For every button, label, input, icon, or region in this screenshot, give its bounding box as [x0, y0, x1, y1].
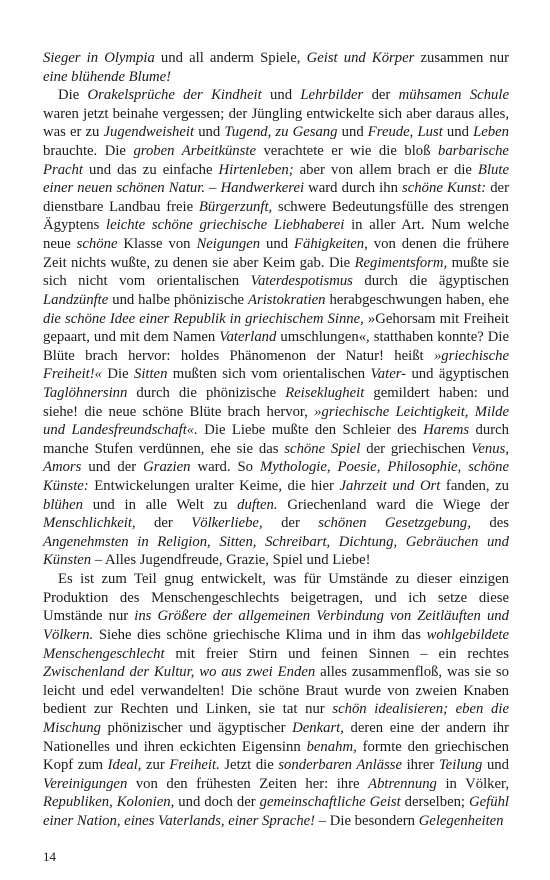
text-run: alles zusammenfloß, was sie so leicht und edel verwandelten! Die schöne Braut wurde von zweien Knaben bedient zur Rechten und Linken, sie tat nur [43, 664, 509, 718]
italic-run: Regimentsform, [354, 254, 448, 271]
italic-run: Gefühl einer Nation, eines Vaterlands, einer Sprache! [43, 794, 509, 829]
italic-run: Vaterdespotismus [250, 273, 353, 290]
italic-run: Freiheit. [169, 757, 220, 774]
italic-run: Hirtenleben; [218, 161, 294, 178]
text-run: ward durch ihn [304, 180, 403, 197]
text-run: Siehe dies schöne griechische Klima und in ihm das [93, 626, 427, 643]
text-run: mit freier Stirn und feinen Sinnen – ein rechtes [164, 645, 509, 662]
text-run: formte den griechischen Kopf zum [43, 738, 509, 774]
italic-run: schönen Gesetzgebung, [318, 515, 471, 532]
paragraph [43, 86, 509, 570]
italic-run: Neigungen [196, 236, 261, 253]
text-run: und ägyptischen [406, 366, 509, 383]
italic-run: leichte schöne griechische Liebhaberei [106, 217, 345, 234]
text-run: und in alle Welt zu [82, 496, 238, 513]
italic-run: Gelegenheiten [418, 812, 504, 829]
text-run: »Gehorsam mit Freiheit gepaart, und mit dem Namen [43, 310, 509, 346]
text-run: aber von allem brach er die [293, 161, 478, 178]
text-run: der dienstbare Landbau freie [43, 180, 509, 215]
italic-run: duften. [237, 496, 278, 513]
text-run: ward. So [190, 459, 260, 476]
text-run: in Völker, [436, 775, 509, 792]
italic-run: Abtrennung [368, 775, 437, 792]
italic-run: Republiken, Kolonien, [43, 794, 175, 811]
italic-run: schöne Kunst: [402, 180, 487, 197]
italic-run: Blute einer neuen schönen Natur. – Handwerkerei [43, 161, 509, 197]
italic-run: Harems [423, 422, 470, 439]
italic-run: Jugendweisheit [103, 124, 195, 141]
text-run: in aller Art. Num welche neue [43, 217, 509, 253]
italic-run: Geist und Körper [306, 50, 415, 66]
italic-run: Vater- [370, 366, 407, 383]
text-run: Die [58, 87, 88, 104]
text-run: Klasse von [117, 236, 197, 253]
italic-run: »griechische Freiheit!« [43, 347, 509, 383]
italic-run: Freude, Lust [367, 124, 443, 141]
italic-run: Landzünfte [43, 291, 109, 308]
italic-run: Reiseklugheit [285, 384, 365, 401]
italic-run: Fähigkeiten, [294, 236, 368, 253]
text-run: der [135, 515, 192, 532]
italic-run: schön idealisieren; eben die Mischung [43, 701, 509, 736]
italic-run: Menschlichkeit, [43, 515, 136, 532]
paragraph [43, 49, 509, 86]
italic-run: benahm, [306, 738, 357, 755]
text-run: von den frühesten Zeiten her: ihre [127, 775, 369, 792]
text-run: der [262, 515, 319, 532]
text-run: und [482, 757, 509, 774]
italic-run: Venus, Amors [43, 440, 509, 476]
text-run: von denen die frühere Zeit nichts wußte, zu denen sie aber Keim gab. Die [43, 236, 509, 271]
text-run: und [337, 124, 368, 141]
italic-run: Vereinigungen [43, 775, 128, 792]
text-run: und das zu einfache [82, 161, 219, 178]
italic-run: Taglöhnersinn [43, 384, 128, 401]
text-run: des [470, 515, 509, 532]
italic-run: Teilung [438, 757, 483, 774]
italic-run: eine blühende Blume! [43, 68, 172, 85]
text-run: Die Liebe mußte den Schleier des [197, 422, 424, 439]
italic-run: groben Arbeitkünste [133, 143, 256, 160]
body-text [43, 49, 509, 831]
text-run: Jetzt die [219, 757, 279, 774]
text-run: fanden, zu [440, 478, 509, 495]
italic-run: Grazien [143, 459, 191, 476]
text-run: – Die besondern [315, 812, 419, 829]
italic-run: die schöne Idee einer Republik in griechischem Sinne, [43, 310, 364, 327]
italic-run: Ideal, [107, 757, 142, 774]
text-run: und [261, 87, 301, 104]
text-run: und der [81, 459, 144, 476]
text-run: mußten sich vom orientalischen [167, 366, 371, 383]
text-run: schwere Bedeutungsfülle des strengen Ägyptens [43, 198, 509, 234]
text-run: und halbe phönizische [108, 291, 249, 308]
text-run: umschlungen«, statthaben konnte? Die Blüte brach hervor: holdes Phänomenon der Natur! heißt [43, 329, 509, 364]
text-run: deren eine der andern ihr Nationelles und ihren eckichten Eigensinn [43, 719, 510, 755]
italic-run: ins Größere der allgemeinen Verbindung von Zeitläuften und Völkern. [43, 608, 509, 643]
italic-run: Angenehmsten in Religion, Sitten, Schreibart, Dichtung, Gebräuchen und Künsten [43, 533, 509, 569]
italic-run: Zwischenland der Kultur, wo aus zwei Enden [43, 664, 316, 681]
italic-run: Sieger in Olympia [43, 50, 155, 66]
italic-run: Völkerliebe, [191, 515, 263, 532]
text-run: Die [102, 366, 134, 383]
text-run: derselben; [400, 794, 470, 811]
text-run: der griechischen [360, 440, 472, 457]
italic-run: Bürgerzunft, [198, 198, 273, 215]
text-run: zusammen nur [414, 50, 510, 66]
text-run: und [194, 124, 225, 141]
text-run: – Alles Jugendfreude, Grazie, Spiel und Liebe! [91, 552, 371, 569]
italic-run: Tugend, zu Gesang [224, 124, 338, 141]
text-run: und all anderm Spiele, [154, 50, 307, 66]
italic-run: Aristokratien [248, 291, 326, 308]
italic-run: Denkart, [292, 719, 344, 736]
italic-run: barbarische Pracht [43, 143, 509, 178]
italic-run: Mythologie, Poesie, Philosophie, schöne Künste: [43, 459, 509, 495]
text-run: der [363, 87, 399, 104]
italic-run: blühen [43, 496, 83, 513]
italic-run: schöne Spiel [284, 440, 361, 457]
italic-run: Sitten [133, 366, 168, 383]
italic-run: Lehrbilder [300, 87, 364, 104]
text-run: durch die ägyptischen [352, 273, 509, 290]
italic-run: Leben [473, 124, 509, 141]
text-run: durch manche Stufen verdünnen, ehe sie das [43, 422, 509, 457]
text-run: Es ist zum Teil gnug entwickelt, was für Umstände zu dieser einzigen Produktion des Menschengeschlechts beigetragen, und ich setze diese Umstände nur [43, 571, 509, 625]
italic-run: mühsamen Schule [398, 87, 509, 104]
text-run: und [260, 236, 294, 253]
italic-run: gemeinschaftliche Geist [259, 794, 401, 811]
text-run: durch die phönizische [127, 384, 286, 401]
italic-run: Jahrzeit und Ort [339, 478, 441, 495]
italic-run: »griechische Leichtigkeit, Milde und Landesfreundschaft«. [43, 403, 509, 439]
text-run: brauchte. Die [43, 143, 134, 160]
paragraph [43, 570, 509, 831]
text-run: herabgeschwungen haben, ehe [325, 291, 509, 308]
italic-run: sonderbaren Anlässe [278, 757, 403, 774]
text-run: Entwickelungen uralter Keime, die hier [88, 478, 340, 495]
text-run: ihrer [402, 757, 439, 774]
text-run: zur [141, 757, 170, 774]
italic-run: Vaterland [219, 329, 277, 346]
text-run: verachtete er wie die bloß [255, 143, 438, 160]
text-run: mußte sie sich nicht vom orientalischen [43, 254, 510, 290]
text-run: und doch der [174, 794, 260, 811]
page-number: 14 [43, 849, 56, 864]
italic-run: schöne [76, 236, 118, 253]
italic-run: wohlgebildete Menschengeschlecht [43, 626, 509, 662]
text-run: Griechenland ward die Wiege der [277, 496, 510, 513]
text-run: waren jetzt beinahe vergessen; der Jüngling entwickelte sich aber daraus alles, was er zu [43, 105, 509, 141]
text-run: phönizischer und ägyptischer [100, 719, 293, 736]
text-run: und [442, 124, 474, 141]
italic-run: Orakelsprüche der Kindheit [87, 87, 262, 104]
text-run: gemildert haben: und siehe! die neue schöne Blüte brach hervor, [43, 384, 509, 420]
